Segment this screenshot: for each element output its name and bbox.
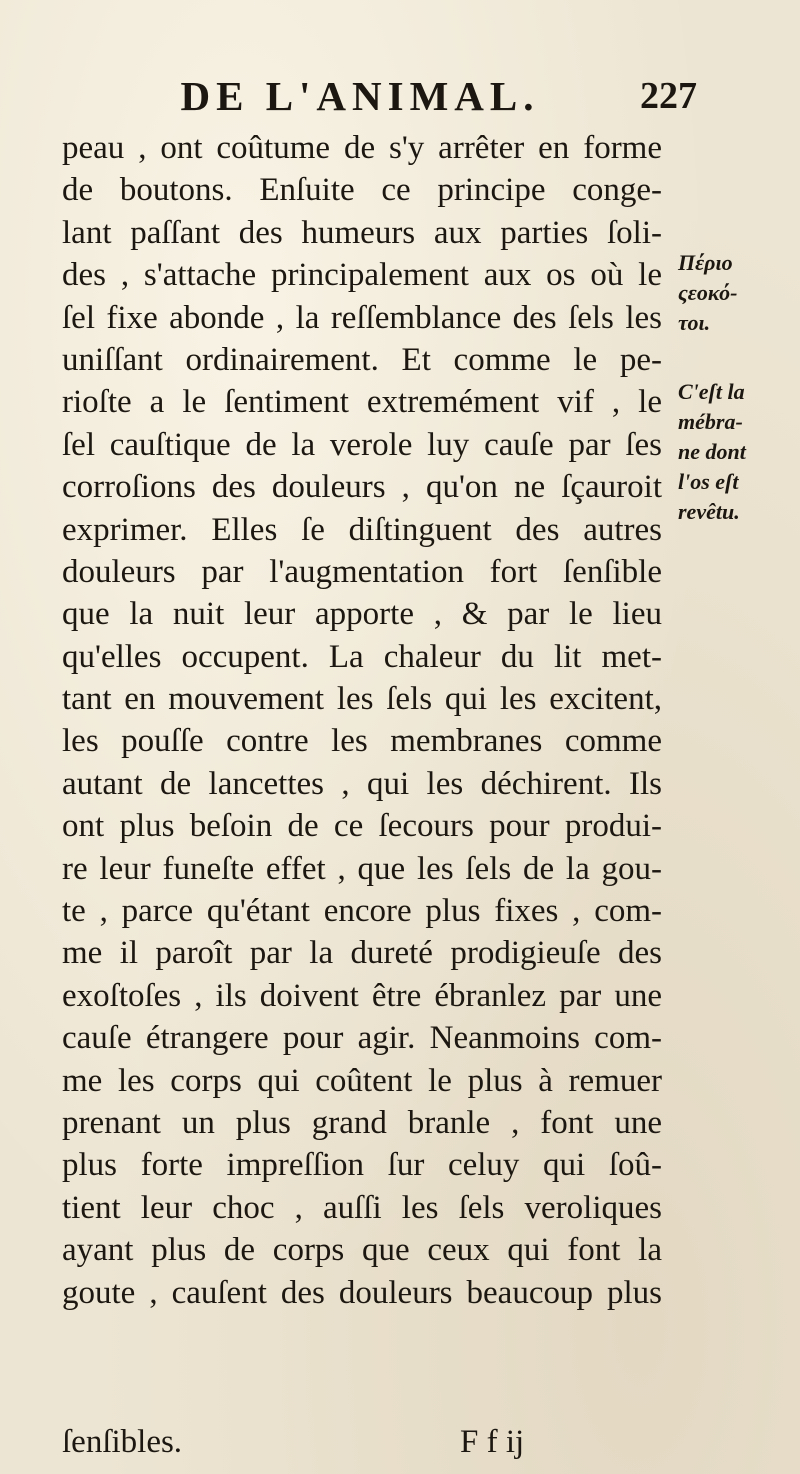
text-line: cauſe étrangere pour agir. Neanmoins com- <box>62 1020 662 1057</box>
text-line: uniſſant ordinairement. Et comme le pe- <box>62 341 662 378</box>
text-line: douleurs par l'augmentation fort ſenſible <box>62 553 662 590</box>
margin-note-line: revêtu. <box>678 499 740 524</box>
text-line: lant paſſant des humeurs aux parties ſoli- <box>62 214 662 251</box>
running-head: DE L'ANIMAL. <box>180 73 540 119</box>
text-line: des , s'attache principalement aux os où le <box>62 257 662 294</box>
margin-note-line: mébra- <box>678 409 743 434</box>
text-line: qu'elles occupent. La chaleur du lit met- <box>62 638 662 675</box>
text-line: les pouſſe contre les membranes comme <box>62 723 662 760</box>
text-line: me les corps qui coûtent le plus à remuer <box>62 1062 662 1099</box>
text-line: me il paroît par la dureté prodigieuſe des <box>62 935 662 972</box>
text-line: ayant plus de corps que ceux qui font la <box>62 1232 662 1269</box>
margin-note-line: ςεοκό- <box>678 280 738 305</box>
margin-note-line: Πέριο <box>678 250 733 275</box>
page-header <box>0 68 800 128</box>
margin-note-line: τοι. <box>678 310 711 335</box>
margin-note-definition <box>678 377 746 527</box>
catchword: ſenſibles. <box>62 1424 183 1460</box>
margin-note-line: ne dont <box>678 439 746 464</box>
text-line: re leur funeſte effet , que les ſels de la gou- <box>62 850 662 887</box>
text-line: prenant un plus grand branle , font une <box>62 1104 662 1141</box>
text-line: plus forte impreſſion ſur celuy qui ſoû- <box>62 1147 662 1184</box>
text-line: de boutons. Enſuite ce principe conge- <box>62 172 662 209</box>
text-line: tient leur choc , auſſi les ſels veroliques <box>62 1189 662 1226</box>
body-text <box>62 127 662 1314</box>
text-line: exoſtoſes , ils doivent être ébranlez par une <box>62 977 662 1014</box>
page-footer <box>62 1424 662 1466</box>
text-line: ſel cauſtique de la verole luy cauſe par ſes <box>62 426 662 463</box>
margin-note-line: l'os eſt <box>678 469 739 494</box>
text-line: rioſte a le ſentiment extremément vif , le <box>62 384 662 421</box>
text-line: que la nuit leur apporte , & par le lieu <box>62 596 662 633</box>
text-line: te , parce qu'étant encore plus fixes , com- <box>62 893 662 930</box>
text-line: autant de lancettes , qui les déchirent. Ils <box>62 765 662 802</box>
margin-note-line: C'eſt la <box>678 379 745 404</box>
text-line: tant en mouvement les ſels qui les excitent, <box>62 681 662 718</box>
signature-mark: F f ij <box>460 1424 525 1460</box>
text-line: peau , ont coûtume de s'y arrêter en forme <box>62 130 662 166</box>
text-line: ont plus beſoin de ce ſecours pour produi- <box>62 808 662 845</box>
text-line: exprimer. Elles ſe diſtinguent des autres <box>62 511 662 548</box>
page-number: 227 <box>640 75 697 117</box>
margin-note-greek <box>678 248 737 338</box>
text-line: ſel fixe abonde , la reſſemblance des ſels les <box>62 299 662 336</box>
text-line: goute , cauſent des douleurs beaucoup plus <box>62 1274 662 1311</box>
text-line: corroſions des douleurs , qu'on ne ſçauroit <box>62 469 662 506</box>
